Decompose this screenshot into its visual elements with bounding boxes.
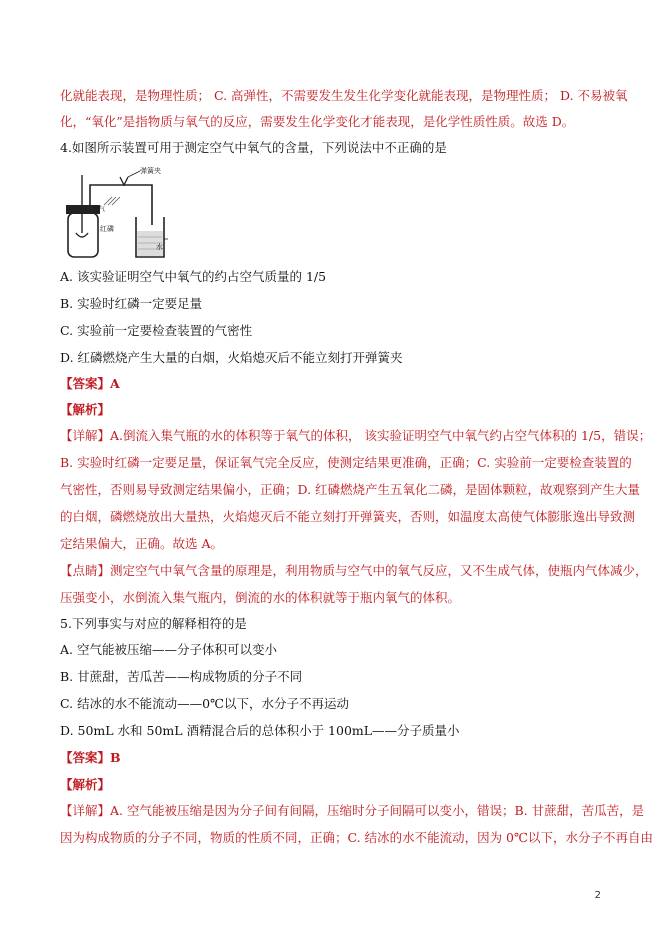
clamp-label: 弹簧夹: [140, 167, 161, 175]
spoon: [76, 233, 88, 237]
prev-detail-line-1: 化就能表现，是物理性质； C. 高弹性，不需要发生发生化学变化就能表现，是物理性质； D. 不易被氧: [60, 88, 628, 103]
q4-tip-line-1: 【点睛】测定空气中氧气含量的原理是，利用物质与空气中的氧气反应，又不生成气体，使瓶内气体减少，: [60, 563, 648, 578]
q4-answer: 【答案】A: [60, 376, 120, 391]
q4-tip-line-2: 压强变小，水倒流入集气瓶内，倒流的水的体积就等于瓶内氧气的体积。: [60, 590, 461, 605]
clamp-leader: [128, 171, 140, 177]
q5-option-c: C. 结冰的水不能流动——0℃以下，水分子不再运动: [60, 696, 350, 711]
q4-detail-line-4: 的白烟，磷燃烧放出大量热，火焰熄灭后不能立刻打开弹簧夹，否则，如温度太高使气体膨胀逸出导致测: [60, 509, 636, 524]
q4-option-b: B. 实验时红磷一定要足量: [60, 296, 203, 311]
q4-detail-line-5: 定结果偏大，正确。故选 A。: [60, 536, 224, 551]
q4-option-a: A. 该实验证明空气中氧气的约占空气质量的 1/5: [60, 269, 327, 284]
q4-option-d: D. 红磷燃烧产生大量的白烟，火焰熄灭后不能立刻打开弹簧夹: [60, 350, 403, 365]
q4-detail-line-3: 气密性，否则易导致测定结果偏小，正确；D. 红磷燃烧产生五氧化二磷，是固体颗粒，故观察到产生大量: [60, 482, 641, 497]
q5-answer: 【答案】B: [60, 750, 121, 765]
q5-option-b: B. 甘蔗甜，苦瓜苦——构成物质的分子不同: [60, 669, 303, 684]
q4-detail-line-2: B. 实验时红磷一定要足量，保证氧气完全反应，使测定结果更准确，正确；C. 实验前一定要检查装置的: [60, 455, 632, 470]
q5-stem: 5.下列事实与对应的解释相符的是: [60, 616, 247, 631]
prev-detail-line-2: 化，“氧化”是指物质与氧气的反应，需要发生化学变化才能表现，是化学性质性质。故选 D。: [60, 114, 575, 129]
page-number: 2: [594, 890, 601, 901]
clamp-icon: [120, 177, 128, 185]
air-label: 空气: [93, 206, 106, 213]
q5-analysis-label: 【解析】: [60, 777, 111, 792]
q4-option-c: C. 实验前一定要检查装置的气密性: [60, 323, 253, 338]
phosphorus-label: 红磷: [100, 225, 114, 233]
q5-detail-line-2: 因为构成物质的分子不同，物质的性质不同，正确；C. 结冰的水不能流动，因为 0℃以下，水分子不再自由: [60, 830, 653, 845]
q4-stem: 4.如图所示装置可用于测定空气中氧气的含量，下列说法中不正确的是: [60, 140, 447, 155]
apparatus-figure: [60, 165, 170, 260]
water-label: 水: [156, 243, 163, 251]
q4-detail-line-1: 【详解】A.倒流入集气瓶的水的体积等于氧气的体积， 该实验证明空气中氧气约占空气体积的 1/5，错误；: [60, 428, 652, 443]
air-hatch: [104, 197, 120, 205]
q5-detail-line-1: 【详解】A. 空气能被压缩是因为分子间有间隔，压缩时分子间隔可以变小，错误；B. 甘蔗甜，苦瓜苦，是: [60, 803, 645, 818]
collecting-bottle: [68, 213, 98, 257]
q5-option-a: A. 空气能被压缩——分子体积可以变小: [60, 642, 277, 657]
q4-analysis-label: 【解析】: [60, 402, 111, 417]
q5-option-d: D. 50mL 水和 50mL 酒精混合后的总体积小于 100mL——分子质量小: [60, 723, 460, 738]
